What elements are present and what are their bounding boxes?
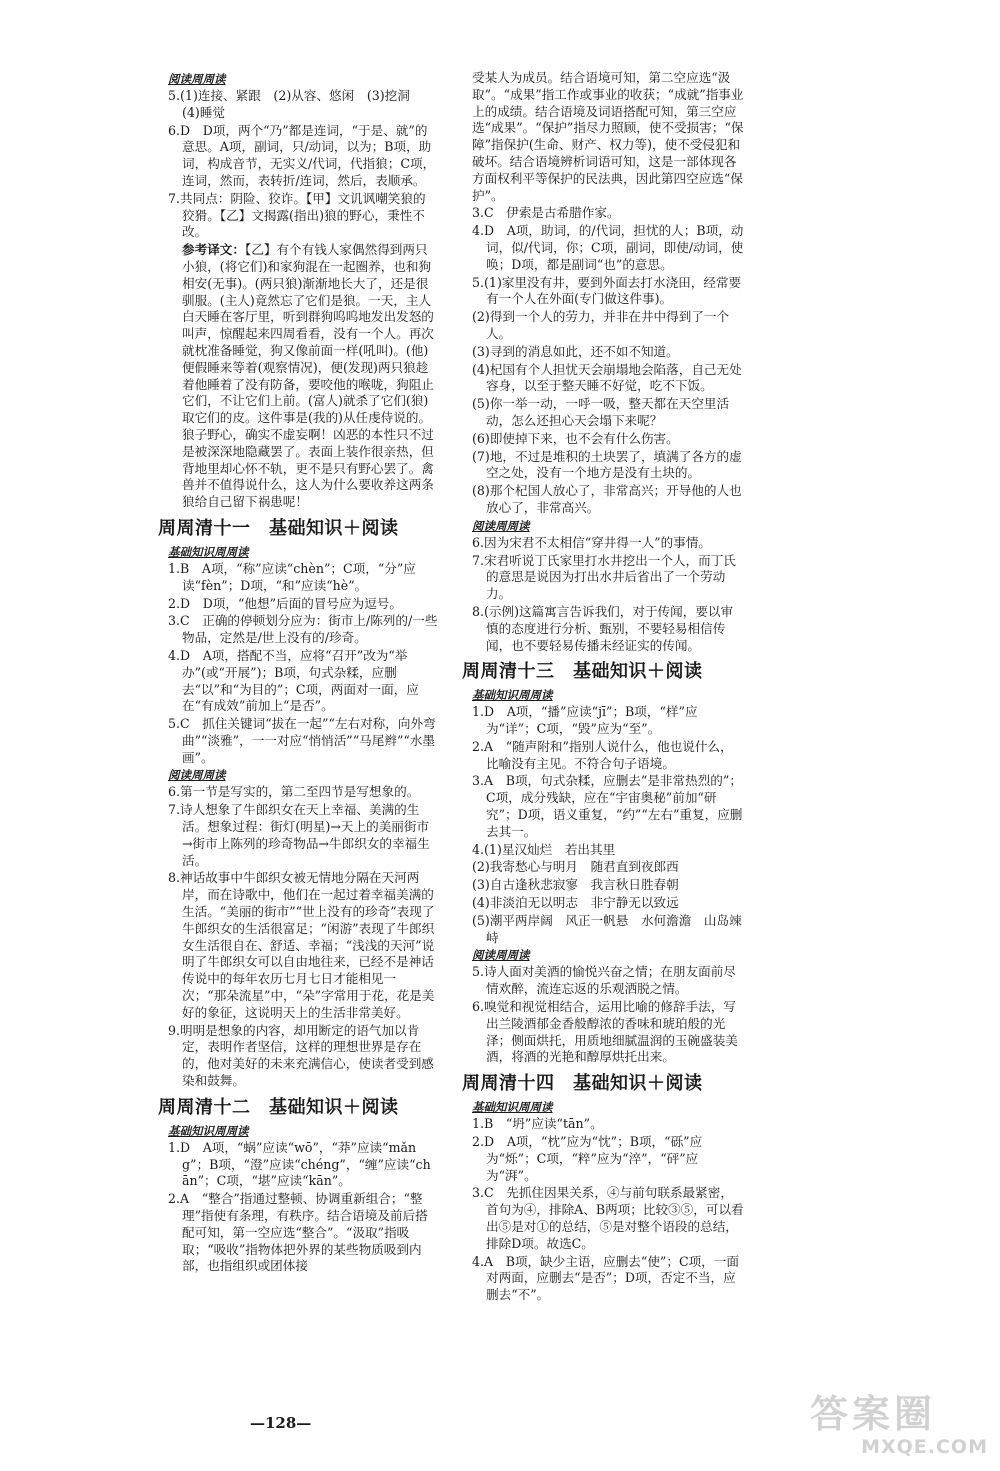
answer-item: (3)自古逢秋悲寂寥 我言秋日胜春朝: [472, 877, 679, 893]
answer-item: 6.嗅觉和视觉相结合，运用比喻的修辞手法，写出兰陵酒郁金香般醇浓的香味和琥珀般的光泽；侧面烘托，用质地细腻温润的玉碗盛装美酒，将酒的光艳和醇厚烘托出来。: [472, 999, 738, 1065]
continued-text: 受某人为成员。结合语境可知，第二空应选“汲取”。“成果”指工作或事业的收获；“成就”指事业上的成绩。结合语境及词语搭配可知，第三空应选“成果”。“保护”指尽力照顾，使不受损害；“保障”指保护(生命、财产、权力等)，使不受侵犯和破坏。结合语境辨析词语可知，这是一部体现各方面权利平等保护的民法典，因此第四空应选“保护”。: [472, 70, 744, 203]
answer-item: 3.C 伊索是古希腊作家。: [472, 205, 620, 221]
answer-item: (8)那个杞国人放心了，非常高兴；开导他的人也放心了，非常高兴。: [472, 483, 742, 515]
sub-heading-basics: 基础知识周周读: [472, 1100, 553, 1115]
answer-item: 3.C 正确的停顿划分应为：街市上/陈列的/一些物品，定然是/世上没有的/珍奇。: [168, 613, 438, 646]
answer-item: (7)地，不过是堆积的土块罢了，填满了各方的虚空之处，没有一个地方是没有土块的。: [472, 448, 742, 481]
sub-heading-reading: 阅读周周读: [472, 948, 530, 963]
section-title-13: 周周清十三 基础知识＋阅读: [462, 661, 703, 683]
answer-item: 4.(1)星汉灿烂 若出其里: [472, 841, 616, 857]
left-column: [158, 70, 438, 1276]
answer-item: 6.D D项，两个“乃”都是连词，“于是、就”的意思。A项，副词，只/动词，以为；B项，助词，构成音节，无实义/代词，代指狼；C项，连词，然而，表转折/连词，然后，表顺承。: [168, 122, 436, 188]
sub-heading-reading: 阅读周周读: [168, 768, 226, 783]
answer-item: 7.宋君听说丁氏家里打水井挖出一个人，而丁氏的意思是说因为打出水井后省出了一个劳动力。: [472, 552, 736, 602]
sub-heading-reading: 阅读周周读: [472, 518, 530, 533]
answer-item: 1.B A项，“称”应读“chèn”；C项，“分”应读“fèn”；D项，“和”应读“hè”。: [168, 560, 416, 593]
answer-item: 4.D A项，助词，的/代词，担忧的人；B项，动词，似/代词，你；C项，副词，即使/动词，使唤；D项，都是副词“也”的意思。: [472, 223, 744, 272]
answer-item: 5.C 抓住关键词“拔在一起”“左右对称，向外弯曲”“淡雅”，一一对应“悄悄活”“马尾辫”“水墨画”。: [168, 716, 436, 765]
answer-item: 7.诗人想象了牛郎织女在天上幸福、美满的生活。想象过程：街灯(明星)→天上的美丽街市→街市上陈列的珍奇物品→牛郎织女的幸福生活。: [168, 802, 430, 868]
answer-item: 8.(示例)这篇寓言告诉我们，对于传闻，要以审慎的态度进行分析、甄别，不要轻易相信传闻，也不要轻易传播未经证实的传闻。: [472, 603, 734, 653]
answer-item: (3)寻到的消息如此，还不如不知道。: [472, 343, 679, 359]
sub-heading-basics: 基础知识周周读: [472, 688, 553, 703]
answer-item: (2)得到一个人的劳力，并非在井中得到了一个人。: [472, 309, 730, 341]
answer-item: 8.神话故事中牛郎织女被无情地分隔在天河两岸，而在诗歌中，他们在一起过着幸福美满的生活。“美丽的街市”“世上没有的珍奇”表现了牛郎织女的生活很富足；“闲游”表现了牛郎织女生活很自在、舒适、幸福；“浅浅的天河”说明了牛郎织女可以自由地往来，已经不是神话传说中的每年农历七月七日才能相见一次；“那朵流星”中，“朵”字常用于花，花是美好的象征，这说明天上的生活非常美好。: [168, 870, 435, 1020]
watermark-logo-text: 答案圈: [810, 1392, 937, 1436]
answer-item: 1.D A项，“蜗”应读“wō”，“莽”应读“mǎng”；B项，“澄”应读“chéng”，“缠”应读“chān”；C项，“堪”应读“kān”。: [168, 1139, 431, 1189]
answer-item: 6.第一节是写实的，第二至四节是写想象的。: [168, 784, 420, 800]
reference-translation: [168, 242, 438, 511]
answer-item: 9.明明是想象的内容，却用断定的语气加以肯定，表明作者坚信，这样的理想世界是存在的，他对美好的未来充满信心，使读者受到感染和鼓舞。: [168, 1022, 434, 1089]
answer-item: 2.D A项，“枕”应为“忱”；B项，“砾”应为“烁”；C项，“粹”应为“淬”，“砰”应为“湃”。: [472, 1134, 703, 1183]
answer-item: 6.因为宋君不太相信“穿井得一人”的事情。: [472, 534, 711, 550]
answer-item: 1.B “坍”应读“tān”。: [472, 1116, 603, 1132]
answer-item: 5.(1)家里没有井，要到外面去打水浇田，经常要有一个人在外面(专门做这件事)。: [472, 274, 742, 307]
answer-item: (5)潮平两岸阔 风正一帆悬 水何澹澹 山岛竦峙: [472, 912, 742, 945]
page-number: —128—: [250, 1414, 312, 1432]
watermark-url: MXQE.COM: [861, 1436, 988, 1458]
sub-heading-basics: 基础知识周周读: [168, 544, 249, 559]
answer-item: 2.A “整合”指通过整顿、协调重新组合；“整理”指使有条理，有秩序。结合语境及前后搭配可知，第一空应选“整合”。“汲取”指吸取；“吸收”指物体把外界的某些物质吸到内部，也指组织或团体接: [168, 1191, 428, 1274]
answer-item: (4)非淡泊无以明志 非宁静无以致远: [472, 895, 679, 911]
answer-item: (6)即使掉下来，也不会有什么伤害。: [472, 430, 679, 446]
answer-item: 7.共同点：阴险、狡诈。【甲】文讥讽嘲笑狼的狡猾。【乙】文揭露(指出)狼的野心，秉性不改。: [168, 190, 426, 240]
answer-item: (2)我寄愁心与明月 随君直到夜郎西: [472, 859, 679, 875]
sub-heading-reading: 阅读周周读: [168, 72, 226, 86]
section-title-14: 周周清十四 基础知识＋阅读: [462, 1073, 703, 1095]
answer-item: 4.D A项，搭配不当，应将“召开”改为“举办”(或“开展”)；B项，句式杂糅，应删去“以”和“为目的”；C项，两面对一面，应在“有成效”前加上“是否”。: [168, 647, 419, 714]
answer-item: 4.A B项，缺少主语，应删去“使”；C项，一面对两面，应删去“是否”；D项，否定不当，应删去“不”。: [472, 1253, 739, 1303]
watermark: [810, 1392, 988, 1464]
sub-heading-basics: 基础知识周周读: [168, 1123, 249, 1138]
answer-item: (5)你一举一动，一呼一吸，整天都在天空里活动，怎么还担心天会塌下来呢？: [472, 396, 730, 428]
answer-item: 1.D A项，“播”应读“jī”；B项，“样”应为“详”；C项，“毁”应为“至”。: [472, 704, 698, 737]
answer-item: 3.C 先抓住因果关系，④与前句联系最紧密，首句为④，排除A、B两项；比较③⑤，可以看出⑤是对①的总结，⑤是对整个语段的总结，排除D项。故选C。: [472, 1185, 744, 1251]
answer-item: 5.诗人面对美酒的愉悦兴奋之情；在朋友面前尽情欢醉，流连忘返的乐观洒脱之情。: [472, 964, 736, 997]
answer-item: (4)杞国有个人担忧天会崩塌地会陷落，自己无处容身，以至于整天睡不好觉，吃不下饭。: [472, 361, 742, 394]
right-column: [462, 70, 744, 1305]
answer-item: 2.A “随声附和”指别人说什么，他也说什么，比喻没有主见。不符合句子语境。: [472, 738, 733, 771]
reference-text: 【乙】有个有钱人家偶然得到两只小狼，(将它们)和家狗混在一起圈养，也和狗相安(无事)。(两只狼)渐渐地长大了，还是很驯服。(主人)竟然忘了它们是狼。一天，主人白天睡在客厅里，听到群狗呜呜地发出发怒的叫声，惊醒起来四周看看，没有一个人。再次就枕准备睡觉，狗又像前面一样(吼叫)。(他)便假睡来等着(观察情况)，便(发现)两只狼趁着他睡着了没有防备，要咬他的喉咙，狗阻止它们，不让它们上前。(富人)就杀了它们(狼)取它们的皮。这件事是(我的)从任虔侍说的。狼子野心，确实不虚妄啊！凶恶的本性只不过是被深深地隐藏罢了。表面上装作很亲热，但背地里却心怀不轨，更不是只有野心罢了。禽兽并不值得说什么，这人为什么要收养这两条狼给自己留下祸患呢！: [182, 242, 434, 510]
section-title-12: 周周清十二 基础知识＋阅读: [158, 1096, 399, 1118]
answer-item: 2.D D项，“他想”后面的冒号应为逗号。: [168, 595, 402, 611]
answer-item: 3.A B项，句式杂糅，应删去“是非常热烈的”；C项，成分残缺，应在“宇宙奥秘”前加“研究”；D项，语义重复，“约”“左右”重复，应删去其一。: [472, 773, 743, 839]
section-title-11: 周周清十一 基础知识＋阅读: [158, 517, 399, 539]
reference-label: 参考译文：: [182, 242, 245, 258]
answer-item: 5.(1)连接、紧跟 (2)从容、悠闲 (3)挖洞 (4)睡觉: [168, 88, 423, 120]
